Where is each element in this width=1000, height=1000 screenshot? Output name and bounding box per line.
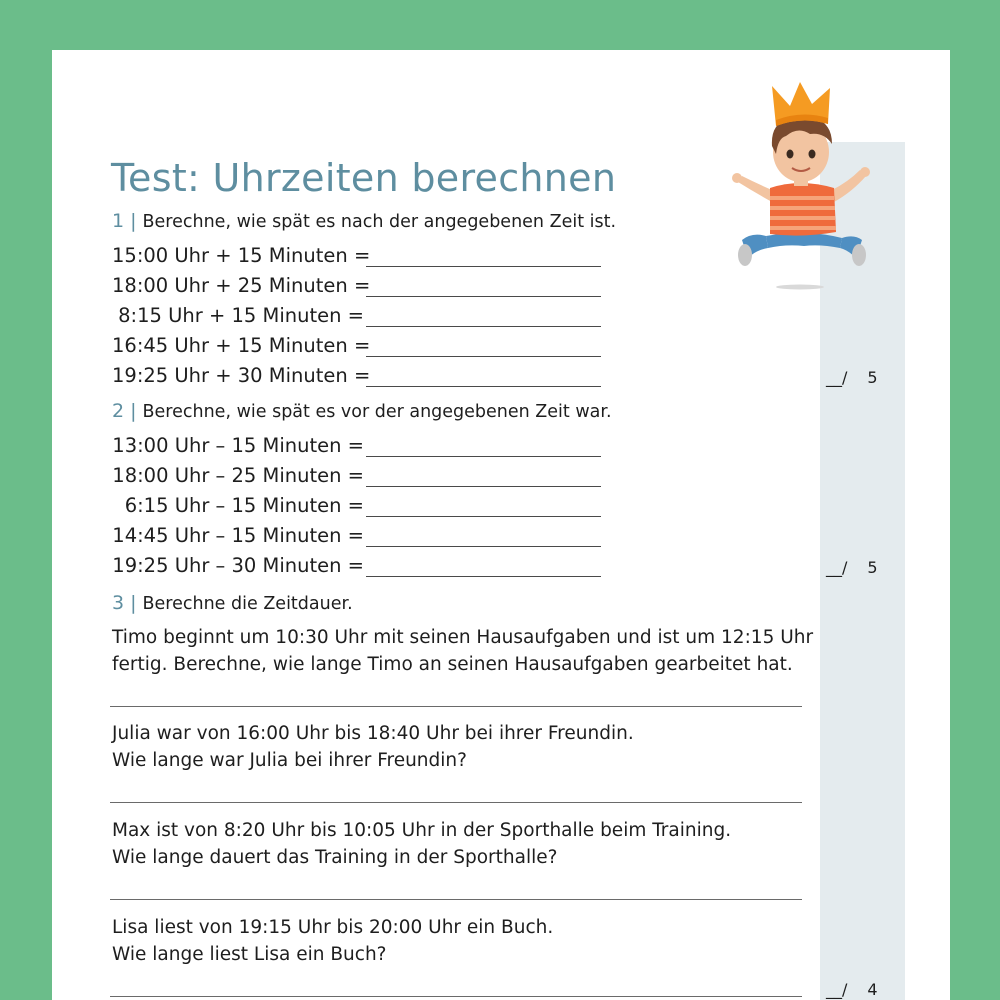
- answer-blank[interactable]: [366, 356, 601, 357]
- answer-blank[interactable]: [366, 326, 601, 327]
- task-2-header: [112, 400, 612, 422]
- word-problem-line: Wie lange liest Lisa ein Buch?: [112, 944, 387, 965]
- answer-blank[interactable]: [366, 546, 601, 547]
- task-1-header: [112, 210, 616, 232]
- task-2-score: [826, 558, 896, 577]
- worksheet-page: [52, 50, 950, 1000]
- task-3-number: 3 |: [112, 592, 137, 614]
- word-problem: [112, 914, 553, 968]
- page-title: Test: Uhrzeiten berechnen: [111, 156, 617, 200]
- answer-blank[interactable]: [366, 266, 601, 267]
- jumping-boy-illustration: [728, 82, 876, 292]
- task-1-equation: 15:00 Uhr + 15 Minuten =: [112, 244, 371, 267]
- task-1-instruction: Berechne, wie spät es nach der angegebenen Zeit ist.: [142, 212, 617, 232]
- task-2-equation: 6:15 Uhr – 15 Minuten =: [124, 494, 364, 517]
- answer-line[interactable]: [110, 802, 802, 803]
- task-1-equation: 18:00 Uhr + 25 Minuten =: [112, 274, 371, 297]
- task-1-score: [826, 368, 896, 387]
- task-1-equation: 19:25 Uhr + 30 Minuten =: [112, 364, 371, 387]
- score-max: 5: [867, 558, 878, 577]
- task-3-instruction: Berechne die Zeitdauer.: [142, 594, 353, 614]
- score-blank: __/: [826, 980, 848, 999]
- task-2-number: 2 |: [112, 400, 137, 422]
- answer-blank[interactable]: [366, 296, 601, 297]
- task-1-equation: 16:45 Uhr + 15 Minuten =: [112, 334, 371, 357]
- score-max: 5: [867, 368, 878, 387]
- score-blank: __/: [826, 558, 848, 577]
- word-problem-line: Wie lange dauert das Training in der Sporthalle?: [112, 847, 558, 868]
- word-problem-line: Timo beginnt um 10:30 Uhr mit seinen Hausaufgaben und ist um 12:15 Uhr: [112, 627, 814, 648]
- answer-blank[interactable]: [366, 386, 601, 387]
- word-problem: [112, 817, 731, 871]
- task-2-equation: 14:45 Uhr – 15 Minuten =: [112, 524, 364, 547]
- answer-blank[interactable]: [366, 486, 601, 487]
- task-3-score: [826, 980, 896, 999]
- word-problem-line: Max ist von 8:20 Uhr bis 10:05 Uhr in der Sporthalle beim Training.: [112, 820, 732, 841]
- task-2-equation: 18:00 Uhr – 25 Minuten =: [112, 464, 364, 487]
- task-1-equation: 8:15 Uhr + 15 Minuten =: [118, 304, 364, 327]
- task-1-number: 1 |: [112, 210, 137, 232]
- answer-line[interactable]: [110, 899, 802, 900]
- task-2-equation: 13:00 Uhr – 15 Minuten =: [112, 434, 364, 457]
- answer-line[interactable]: [110, 996, 802, 997]
- word-problem: [112, 624, 813, 678]
- task-3-header: [112, 592, 353, 614]
- score-blank: __/: [826, 368, 848, 387]
- word-problem-line: Lisa liest von 19:15 Uhr bis 20:00 Uhr ein Buch.: [112, 917, 554, 938]
- answer-blank[interactable]: [366, 576, 601, 577]
- word-problem-line: Julia war von 16:00 Uhr bis 18:40 Uhr bei ihrer Freundin.: [112, 723, 634, 744]
- word-problem: [112, 720, 634, 774]
- word-problem-line: fertig. Berechne, wie lange Timo an seinen Hausaufgaben gearbeitet hat.: [112, 654, 793, 675]
- word-problem-line: Wie lange war Julia bei ihrer Freundin?: [112, 750, 467, 771]
- answer-blank[interactable]: [366, 456, 601, 457]
- score-max: 4: [867, 980, 878, 999]
- answer-line[interactable]: [110, 706, 802, 707]
- task-2-equation: 19:25 Uhr – 30 Minuten =: [112, 554, 364, 577]
- answer-blank[interactable]: [366, 516, 601, 517]
- task-2-instruction: Berechne, wie spät es vor der angegebenen Zeit war.: [142, 402, 612, 422]
